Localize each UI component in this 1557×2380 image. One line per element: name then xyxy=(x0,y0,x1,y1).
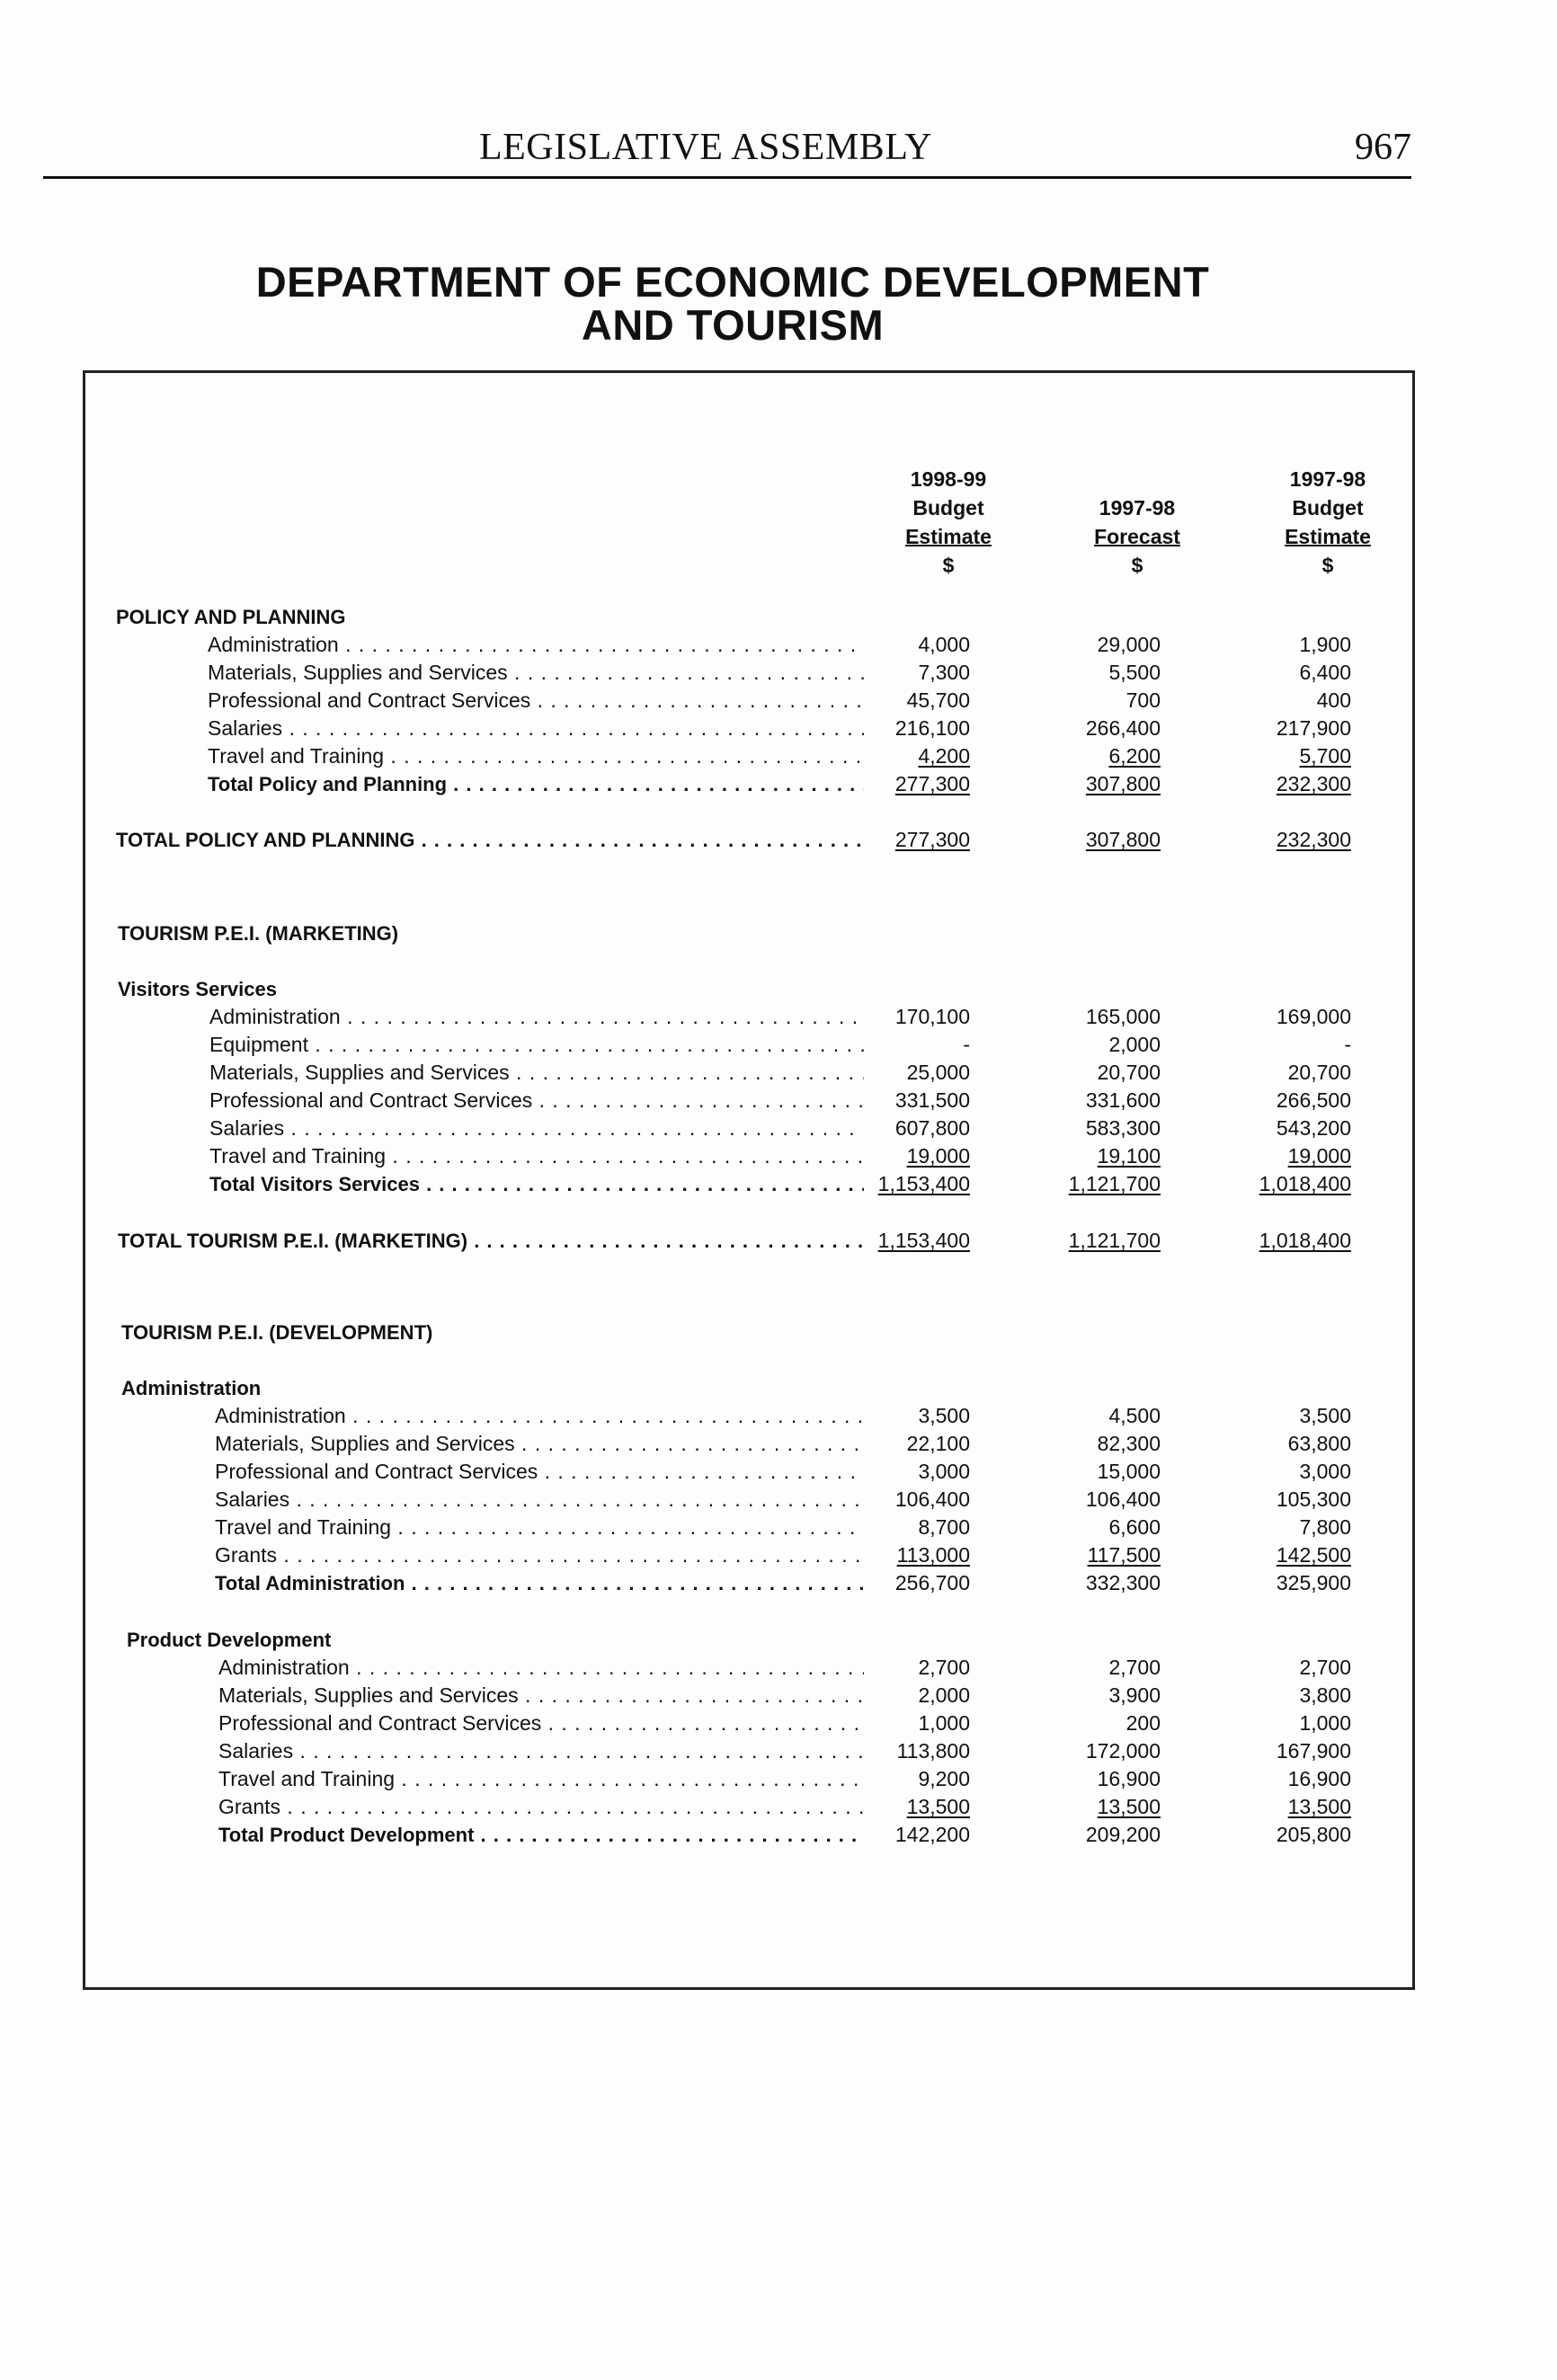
running-title: LEGISLATIVE ASSEMBLY xyxy=(479,127,932,168)
row-label: Salaries . . . xyxy=(218,1737,864,1765)
value-1997-98-estimate: 205,800 xyxy=(1276,1823,1351,1846)
row-label: Administration . . . xyxy=(215,1402,864,1430)
value-1998-99-estimate: 19,000 xyxy=(906,1144,970,1168)
row-label: Administration . . . xyxy=(209,1003,864,1031)
value-1997-98-forecast: 6,200 xyxy=(1108,744,1161,768)
table-row xyxy=(85,1654,1351,1682)
table-row xyxy=(85,1087,1351,1115)
section-heading-tourism-marketing: TOURISM P.E.I. (MARKETING) xyxy=(118,922,399,945)
table-row xyxy=(85,659,1351,687)
row-label: Travel and Training . . . xyxy=(215,1514,864,1541)
table-row xyxy=(85,687,1351,715)
value-1997-98-forecast: 700 xyxy=(1125,688,1161,712)
value-1997-98-estimate: 3,000 xyxy=(1299,1460,1351,1483)
estimates-table xyxy=(83,370,1415,1990)
row-label: Equipment . . . xyxy=(209,1031,864,1059)
value-1998-99-estimate: 9,200 xyxy=(918,1767,970,1790)
value-1997-98-forecast: 307,800 xyxy=(1085,772,1161,795)
value-1998-99-estimate: 4,000 xyxy=(918,633,970,656)
table-row xyxy=(85,1458,1351,1486)
value-1997-98-forecast: 5,500 xyxy=(1108,661,1161,684)
value-1998-99-estimate: 113,000 xyxy=(896,1543,970,1567)
value-1997-98-forecast: 16,900 xyxy=(1097,1767,1161,1790)
table-row xyxy=(85,1003,1351,1031)
row-label: Materials, Supplies and Services . . . xyxy=(208,659,864,687)
row-label: TOTAL POLICY AND PLANNING . . . xyxy=(116,826,864,854)
value-1998-99-estimate: 2,000 xyxy=(918,1683,970,1707)
value-1997-98-estimate: 142,500 xyxy=(1276,1543,1351,1567)
subsection-heading-administration: Administration xyxy=(121,1377,262,1399)
value-1998-99-estimate: 3,500 xyxy=(918,1404,970,1427)
value-1997-98-estimate: 325,900 xyxy=(1276,1571,1351,1594)
row-label: Total Policy and Planning . . . xyxy=(208,770,864,798)
value-1998-99-estimate: 607,800 xyxy=(894,1116,970,1140)
row-label: Grants . . . xyxy=(215,1541,864,1569)
value-1998-99-estimate: 45,700 xyxy=(906,688,970,712)
running-header xyxy=(43,126,1411,179)
value-1997-98-forecast: 266,400 xyxy=(1085,716,1161,740)
section-heading-tourism-development: TOURISM P.E.I. (DEVELOPMENT) xyxy=(121,1321,433,1344)
value-1997-98-forecast: 15,000 xyxy=(1097,1460,1161,1483)
table-row xyxy=(85,1031,1351,1059)
column-heading-1997-98-forecast: 1997-98 Forecast $ xyxy=(1094,496,1180,577)
grand-total-row xyxy=(85,826,1351,854)
table-row xyxy=(85,631,1351,659)
value-1998-99-estimate: 142,200 xyxy=(894,1823,970,1846)
value-1997-98-estimate: 1,018,400 xyxy=(1259,1229,1351,1252)
value-1998-99-estimate: 331,500 xyxy=(894,1088,970,1112)
value-1997-98-forecast: 3,900 xyxy=(1108,1683,1161,1707)
subtotal-row xyxy=(85,1821,1351,1849)
value-1997-98-forecast: 4,500 xyxy=(1108,1404,1161,1427)
subtotal-row xyxy=(85,1569,1351,1597)
value-1997-98-forecast: 209,200 xyxy=(1085,1823,1161,1846)
page-number: 967 xyxy=(1355,127,1411,168)
value-1997-98-forecast: 13,500 xyxy=(1097,1795,1161,1818)
value-1998-99-estimate: 277,300 xyxy=(894,772,970,795)
row-label: Professional and Contract Services . . . xyxy=(215,1458,864,1486)
value-1997-98-forecast: 331,600 xyxy=(1085,1088,1161,1112)
value-1997-98-forecast: 172,000 xyxy=(1085,1739,1161,1763)
value-1998-99-estimate: 7,300 xyxy=(918,661,970,684)
column-heading-1998-99-budget: 1998-99 Budget Estimate $ xyxy=(905,467,992,577)
table-row xyxy=(85,1737,1351,1765)
value-1998-99-estimate: 113,800 xyxy=(896,1739,970,1763)
value-1997-98-estimate: 217,900 xyxy=(1276,716,1351,740)
table-row xyxy=(85,1793,1351,1821)
value-1997-98-forecast: 2,700 xyxy=(1108,1656,1161,1679)
row-label: Administration . . . xyxy=(218,1654,864,1682)
value-1997-98-forecast: 1,121,700 xyxy=(1068,1229,1161,1252)
subsection-heading-visitors-services: Visitors Services xyxy=(118,978,277,1000)
value-1998-99-estimate: 3,000 xyxy=(918,1460,970,1483)
value-1997-98-estimate: 543,200 xyxy=(1276,1116,1351,1140)
value-1997-98-estimate: 169,000 xyxy=(1276,1005,1351,1028)
value-1997-98-estimate: 105,300 xyxy=(1276,1488,1351,1511)
value-1997-98-forecast: 106,400 xyxy=(1085,1488,1161,1511)
value-1997-98-estimate: 167,900 xyxy=(1276,1739,1351,1763)
value-1997-98-forecast: 1,121,700 xyxy=(1068,1172,1161,1195)
value-1997-98-estimate: 63,800 xyxy=(1287,1432,1351,1455)
value-1997-98-estimate: 5,700 xyxy=(1299,744,1351,768)
value-1997-98-estimate: 1,900 xyxy=(1299,633,1351,656)
value-1997-98-estimate: 1,018,400 xyxy=(1259,1172,1351,1195)
row-label: TOTAL TOURISM P.E.I. (MARKETING) . . . xyxy=(118,1227,864,1255)
value-1997-98-forecast: 583,300 xyxy=(1085,1116,1161,1140)
value-1997-98-estimate: 1,000 xyxy=(1299,1711,1351,1735)
value-1997-98-estimate: 20,700 xyxy=(1287,1061,1351,1084)
value-1997-98-estimate: 3,500 xyxy=(1299,1404,1351,1427)
row-label: Materials, Supplies and Services . . . xyxy=(218,1682,864,1710)
value-1997-98-estimate: 7,800 xyxy=(1299,1515,1351,1539)
table-row xyxy=(85,1541,1351,1569)
value-1998-99-estimate: 216,100 xyxy=(894,716,970,740)
table-row xyxy=(85,1115,1351,1142)
table-row xyxy=(85,1514,1351,1541)
row-label: Travel and Training . . . xyxy=(218,1765,864,1793)
value-1998-99-estimate: 25,000 xyxy=(906,1061,970,1084)
value-1997-98-forecast: 82,300 xyxy=(1097,1432,1161,1455)
subsection-heading-product-development: Product Development xyxy=(127,1629,332,1651)
table-row xyxy=(85,1710,1351,1737)
value-1998-99-estimate: 106,400 xyxy=(894,1488,970,1511)
value-1997-98-estimate: 19,000 xyxy=(1287,1144,1351,1168)
value-1998-99-estimate: 13,500 xyxy=(906,1795,970,1818)
value-1998-99-estimate: 256,700 xyxy=(894,1571,970,1594)
subtotal-row xyxy=(85,1170,1351,1198)
value-1997-98-forecast: 307,800 xyxy=(1085,828,1161,851)
row-label: Total Visitors Services . . . xyxy=(209,1170,864,1198)
table-row xyxy=(85,1682,1351,1710)
table-row xyxy=(85,742,1351,770)
row-label: Total Administration . . . xyxy=(215,1569,864,1597)
title-line-2: AND TOURISM xyxy=(581,301,885,349)
value-1997-98-forecast: 117,500 xyxy=(1087,1543,1161,1567)
row-label: Salaries . . . xyxy=(209,1115,864,1142)
value-1997-98-forecast: 29,000 xyxy=(1097,633,1161,656)
row-label: Total Product Development . . . xyxy=(218,1821,864,1849)
row-label: Travel and Training . . . xyxy=(209,1142,864,1170)
value-1997-98-forecast: 2,000 xyxy=(1108,1033,1161,1056)
table-row xyxy=(85,1402,1351,1430)
grand-total-row xyxy=(85,1227,1351,1255)
value-1997-98-forecast: 19,100 xyxy=(1097,1144,1161,1168)
value-1997-98-forecast: 6,600 xyxy=(1108,1515,1161,1539)
value-1998-99-estimate: 1,153,400 xyxy=(877,1172,970,1195)
value-1997-98-estimate: 6,400 xyxy=(1299,661,1351,684)
row-label: Professional and Contract Services . . . xyxy=(218,1710,864,1737)
value-1997-98-estimate: 232,300 xyxy=(1276,828,1351,851)
value-1998-99-estimate: - xyxy=(963,1033,970,1056)
value-1998-99-estimate: 1,000 xyxy=(918,1711,970,1735)
value-1998-99-estimate: 277,300 xyxy=(894,828,970,851)
page-title xyxy=(108,258,1357,349)
value-1997-98-estimate: 232,300 xyxy=(1276,772,1351,795)
value-1997-98-estimate: 2,700 xyxy=(1299,1656,1351,1679)
table-row xyxy=(85,1486,1351,1514)
value-1997-98-estimate: 16,900 xyxy=(1287,1767,1351,1790)
row-label: Travel and Training . . . xyxy=(208,742,864,770)
row-label: Materials, Supplies and Services . . . xyxy=(215,1430,864,1458)
table-row xyxy=(85,715,1351,742)
table-row xyxy=(85,1142,1351,1170)
value-1998-99-estimate: 8,700 xyxy=(918,1515,970,1539)
value-1998-99-estimate: 170,100 xyxy=(894,1005,970,1028)
value-1998-99-estimate: 2,700 xyxy=(918,1656,970,1679)
row-label: Materials, Supplies and Services . . . xyxy=(209,1059,864,1087)
row-label: Professional and Contract Services . . . xyxy=(209,1087,864,1115)
value-1997-98-estimate: 13,500 xyxy=(1287,1795,1351,1818)
value-1997-98-estimate: 266,500 xyxy=(1276,1088,1351,1112)
value-1998-99-estimate: 4,200 xyxy=(918,744,970,768)
row-label: Salaries . . . xyxy=(208,715,864,742)
value-1997-98-estimate: - xyxy=(1344,1033,1351,1056)
value-1997-98-forecast: 20,700 xyxy=(1097,1061,1161,1084)
value-1997-98-forecast: 332,300 xyxy=(1085,1571,1161,1594)
value-1997-98-estimate: 3,800 xyxy=(1299,1683,1351,1707)
table-row xyxy=(85,1765,1351,1793)
value-1998-99-estimate: 1,153,400 xyxy=(877,1229,970,1252)
row-label: Salaries . . . xyxy=(215,1486,864,1514)
value-1997-98-forecast: 200 xyxy=(1125,1711,1161,1735)
subtotal-row xyxy=(85,770,1351,798)
section-heading-policy-planning: POLICY AND PLANNING xyxy=(116,606,346,628)
row-label: Grants . . . xyxy=(218,1793,864,1821)
title-line-1: DEPARTMENT OF ECONOMIC DEVELOPMENT xyxy=(255,258,1210,306)
column-heading-1997-98-budget: 1997-98 Budget Estimate $ xyxy=(1285,467,1371,577)
value-1997-98-estimate: 400 xyxy=(1316,688,1351,712)
value-1998-99-estimate: 22,100 xyxy=(906,1432,970,1455)
row-label: Professional and Contract Services . . . xyxy=(208,687,864,715)
row-label: Administration . . . xyxy=(208,631,864,659)
value-1997-98-forecast: 165,000 xyxy=(1085,1005,1161,1028)
table-row xyxy=(85,1059,1351,1087)
table-row xyxy=(85,1430,1351,1458)
